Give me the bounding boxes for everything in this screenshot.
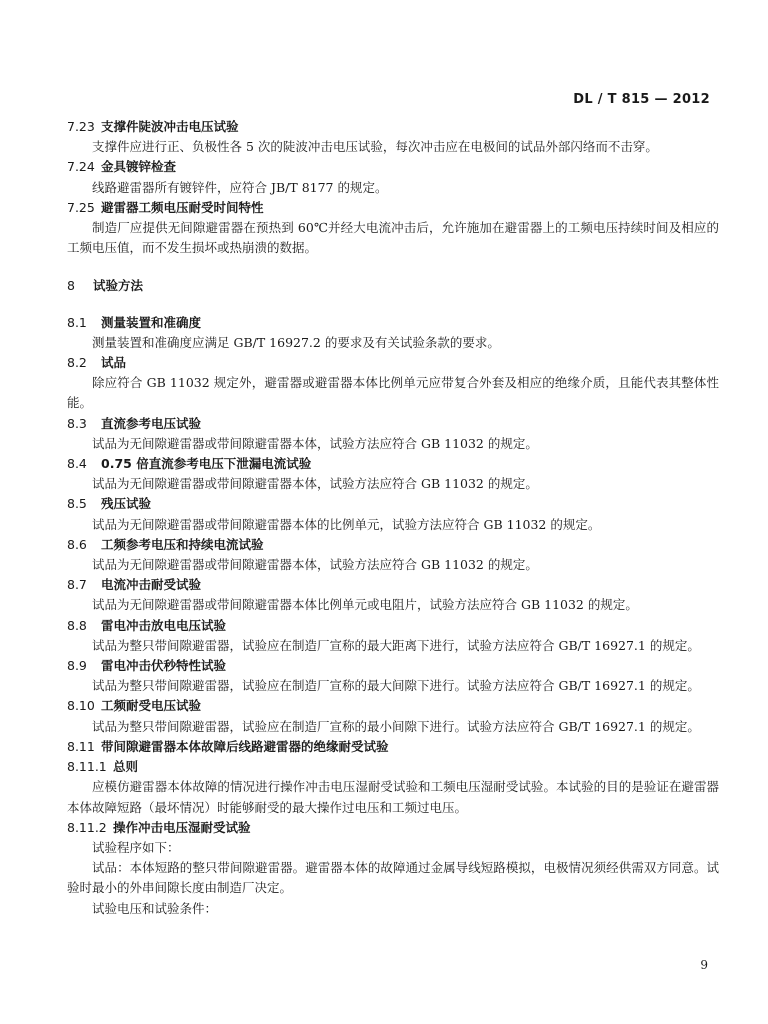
heading-8-11-1: 8.11.1 总则 — [67, 759, 139, 775]
para-8-7: 试品为无间隙避雷器或带间隙避雷器本体比例单元或电阻片，试验方法应符合 GB 11032 的规定。 — [92, 597, 638, 613]
para-8-1: 测量装置和准确度应满足 GB/T 16927.2 的要求及有关试验条款的要求。 — [92, 334, 500, 350]
heading-8-1: 8.1 测量装置和准确度 — [67, 314, 202, 330]
heading-8-11: 8.11 带间隙避雷器本体故障后线路避雷器的绝缘耐受试验 — [67, 738, 389, 754]
para-8-11-1: 应模仿避雷器本体故障的情况进行操作冲击电压湿耐受试验和工频电压湿耐受试验。本试验的目的是验证在避雷器本体故障短路（最坏情况）时能够耐受的最大操作过电压和工频过电压。 — [67, 779, 719, 815]
heading-8: 8 试验方法 — [67, 278, 144, 294]
para-8-3: 试品为无间隙避雷器或带间隙避雷器本体，试验方法应符合 GB 11032 的规定。 — [92, 435, 538, 451]
heading-7-25: 7.25 避雷器工频电压耐受时间特性 — [67, 199, 264, 215]
heading-7-24: 7.24 金具镀锌检查 — [67, 159, 177, 175]
heading-7-23: 7.23 支撑件陡波冲击电压试验 — [67, 119, 239, 134]
para-8-6: 试品为无间隙避雷器或带间隙避雷器本体，试验方法应符合 GB 11032 的规定。 — [92, 557, 538, 573]
heading-8-10: 8.10 工频耐受电压试验 — [67, 698, 202, 714]
para-8-2: 除应符合 GB 11032 规定外，避雷器或避雷器本体比例单元应带复合外套及相应的绝缘介质，且能代表其整体性能。 — [67, 375, 719, 411]
heading-8-5: 8.5 残压试验 — [67, 496, 152, 512]
para-8-4: 试品为无间隙避雷器或带间隙避雷器本体，试验方法应符合 GB 11032 的规定。 — [92, 476, 538, 492]
para-8-11-2-procedure: 试验程序如下： — [92, 839, 180, 855]
para-8-9: 试品为整只带间隙避雷器，试验应在制造厂宣称的最大间隙下进行。试验方法应符合 GB/T 16927.1 的规定。 — [92, 678, 700, 694]
para-8-10: 试品为整只带间隙避雷器，试验应在制造厂宣称的最小间隙下进行。试验方法应符合 GB/T 16927.1 的规定。 — [92, 718, 700, 734]
heading-8-9: 8.9 雷电冲击伏秒特性试验 — [67, 658, 227, 674]
heading-8-4: 8.4 0.75 倍直流参考电压下泄漏电流试验 — [67, 456, 312, 472]
para-7-23: 支撑件应进行正、负极性各 5 次的陡波冲击电压试验，每次冲击应在电极间的试品外部闪络而不击穿。 — [92, 139, 658, 155]
para-8-11-2-specimen: 试品：本体短路的整只带间隙避雷器。避雷器本体的故障通过金属导线短路模拟，电极情况须经供需双方同意。试验时最小的外串间隙长度由制造厂决定。 — [67, 860, 719, 896]
heading-8-8: 8.8 雷电冲击放电电压试验 — [67, 617, 227, 633]
para-7-25: 制造厂应提供无间隙避雷器在预热到 60℃并经大电流冲击后，允许施加在避雷器上的工频电压持续时间及相应的工频电压值，而不发生损坏或热崩溃的数据。 — [67, 220, 719, 256]
page-number: 9 — [700, 958, 708, 972]
para-8-8: 试品为整只带间隙避雷器，试验应在制造厂宣称的最大距离下进行，试验方法应符合 GB/T 16927.1 的规定。 — [92, 637, 700, 653]
standard-header: DL / T 815 — 2012 — [573, 92, 710, 107]
heading-8-7: 8.7 电流冲击耐受试验 — [67, 577, 202, 593]
heading-8-3: 8.3 直流参考电压试验 — [67, 415, 202, 431]
para-7-24: 线路避雷器所有镀锌件，应符合 JB/T 8177 的规定。 — [92, 179, 388, 195]
heading-8-11-2: 8.11.2 操作冲击电压湿耐受试验 — [67, 819, 251, 835]
heading-8-6: 8.6 工频参考电压和持续电流试验 — [67, 536, 264, 552]
para-8-11-2-conditions: 试验电压和试验条件： — [92, 900, 218, 916]
document-body — [67, 117, 719, 919]
heading-8-2: 8.2 试品 — [67, 355, 127, 371]
para-8-5: 试品为无间隙避雷器或带间隙避雷器本体的比例单元，试验方法应符合 GB 11032 的规定。 — [92, 516, 601, 532]
